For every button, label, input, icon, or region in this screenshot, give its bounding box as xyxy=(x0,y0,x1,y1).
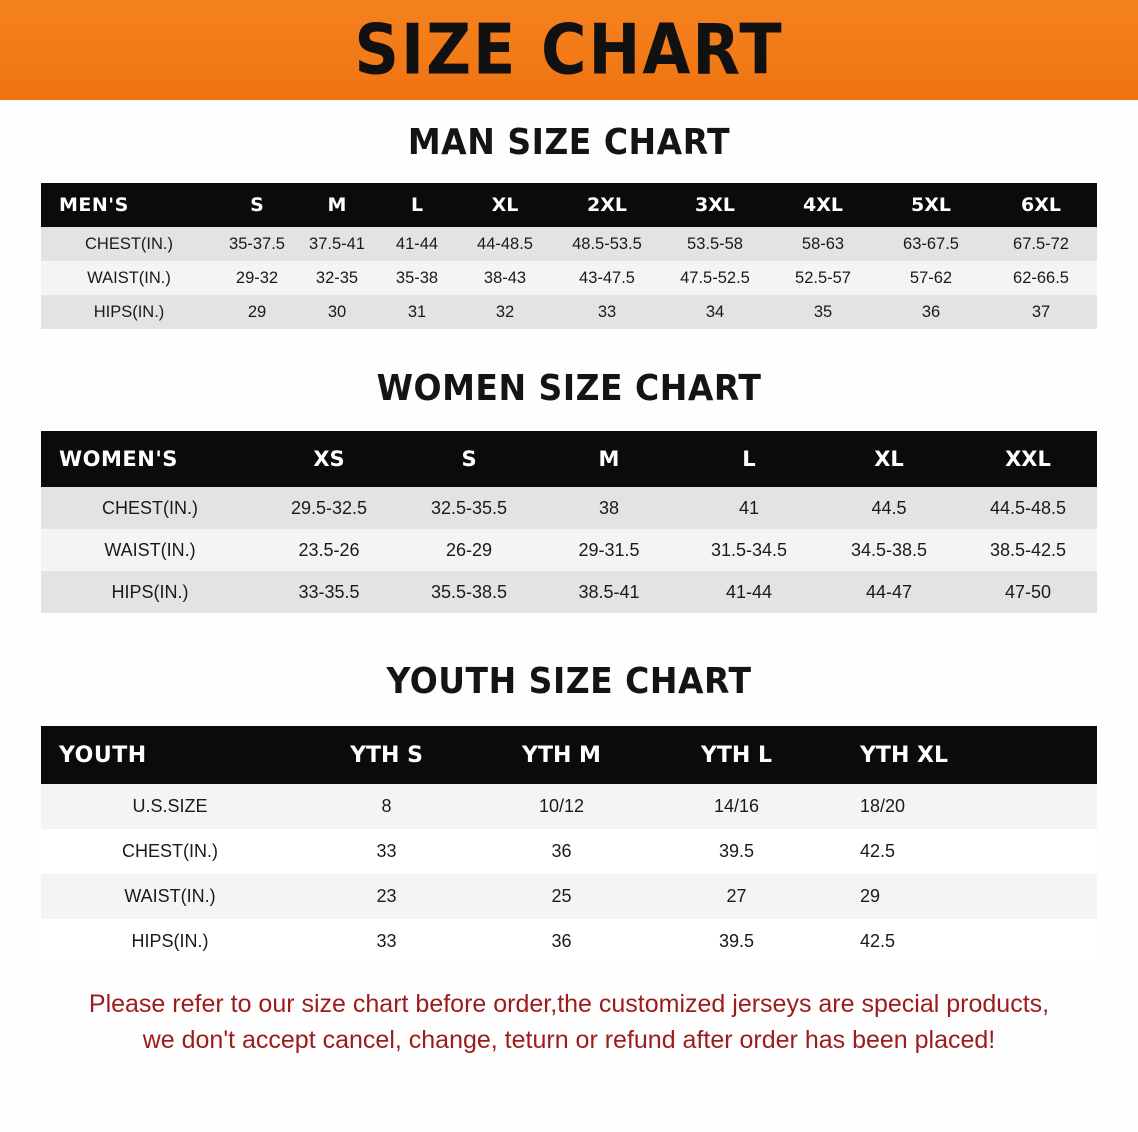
table-row xyxy=(41,227,1097,261)
table-row xyxy=(41,487,1097,529)
women-cell: 44-47 xyxy=(865,581,913,602)
youth-cell: 10/12 xyxy=(538,796,585,816)
men-header-cell: MEN'S xyxy=(59,194,129,216)
youth-header-cell: YTH L xyxy=(700,742,773,768)
women-cell: 47-50 xyxy=(1004,581,1052,602)
youth-cell: 18/20 xyxy=(860,796,906,816)
men-header-cell: 2XL xyxy=(587,194,627,216)
youth-header-cell: YTH S xyxy=(350,742,423,768)
youth-cell: 23 xyxy=(376,886,397,906)
youth-header-cell: YTH XL xyxy=(860,742,948,768)
women-header-cell: S xyxy=(461,447,477,471)
women-section-title: WOMEN SIZE CHART xyxy=(376,366,762,409)
youth-section-title: YOUTH SIZE CHART xyxy=(386,659,752,702)
youth-cell: 36 xyxy=(551,841,572,861)
banner xyxy=(0,0,1138,100)
youth-header-cell: YTH M xyxy=(522,742,601,768)
women-cell: 44.5-48.5 xyxy=(989,497,1067,518)
women-cell: 29.5-32.5 xyxy=(290,497,368,518)
women-cell: 38.5-41 xyxy=(578,581,640,602)
men-cell: 67.5-72 xyxy=(1013,234,1069,253)
men-cell: 30 xyxy=(327,302,347,321)
men-row-label: WAIST(IN.) xyxy=(87,268,171,287)
women-header-cell: L xyxy=(742,447,756,471)
women-row-label: HIPS(IN.) xyxy=(111,581,189,602)
men-cell: 36 xyxy=(921,302,941,321)
women-cell: 35.5-38.5 xyxy=(430,581,508,602)
women-cell: 29-31.5 xyxy=(578,539,640,560)
youth-cell: 33 xyxy=(376,841,397,861)
table-row xyxy=(41,571,1097,613)
table-row xyxy=(41,919,1097,964)
youth-cell: 27 xyxy=(726,886,747,906)
women-cell: 31.5-34.5 xyxy=(710,539,788,560)
men-cell: 35 xyxy=(813,302,833,321)
youth-cell: 39.5 xyxy=(718,931,755,951)
youth-cell: 36 xyxy=(551,931,572,951)
men-cell: 57-62 xyxy=(909,268,953,287)
women-cell: 41-44 xyxy=(725,581,773,602)
youth-cell: 8 xyxy=(381,796,392,816)
men-size-table xyxy=(41,183,1097,329)
youth-cell: 42.5 xyxy=(860,841,896,861)
men-cell: 41-44 xyxy=(395,234,439,253)
men-header-cell: XL xyxy=(491,194,519,216)
men-cell: 52.5-57 xyxy=(795,268,851,287)
men-cell: 62-66.5 xyxy=(1013,268,1069,287)
men-row-label: CHEST(IN.) xyxy=(85,234,173,253)
women-row-label: CHEST(IN.) xyxy=(102,497,198,518)
youth-cell: 14/16 xyxy=(713,796,760,816)
banner-title: SIZE CHART xyxy=(354,8,784,91)
policy-note-line-1: Please refer to our size chart before order,the customized jerseys are special products, xyxy=(88,990,1050,1018)
men-header-cell: M xyxy=(327,194,347,216)
men-row-label: HIPS(IN.) xyxy=(93,302,165,321)
policy-note xyxy=(0,986,1138,1059)
men-cell: 34 xyxy=(705,302,725,321)
men-cell: 35-37.5 xyxy=(229,234,285,253)
men-cell: 53.5-58 xyxy=(687,234,743,253)
youth-table-wrap xyxy=(0,726,1138,964)
men-table-wrap xyxy=(0,183,1138,329)
men-cell: 32-35 xyxy=(315,268,359,287)
youth-row-label: CHEST(IN.) xyxy=(122,841,218,861)
table-row xyxy=(41,829,1097,874)
table-row xyxy=(41,295,1097,329)
men-cell: 63-67.5 xyxy=(903,234,959,253)
men-cell: 31 xyxy=(407,302,427,321)
women-cell: 41 xyxy=(738,497,760,518)
youth-row-label: HIPS(IN.) xyxy=(131,931,209,951)
women-cell: 23.5-26 xyxy=(298,539,360,560)
men-cell: 33 xyxy=(597,302,617,321)
youth-cell: 29 xyxy=(860,886,881,906)
men-cell: 35-38 xyxy=(395,268,439,287)
women-header-cell: M xyxy=(598,447,620,471)
men-cell: 29-32 xyxy=(235,268,279,287)
women-header-cell: XXL xyxy=(1005,447,1051,471)
youth-size-table xyxy=(41,726,1097,964)
women-header-cell: XL xyxy=(874,447,904,471)
table-row xyxy=(41,261,1097,295)
men-header-cell: S xyxy=(250,194,264,216)
women-cell: 33-35.5 xyxy=(298,581,360,602)
youth-header-cell: YOUTH xyxy=(59,742,147,768)
women-row-label: WAIST(IN.) xyxy=(104,539,196,560)
youth-cell: 25 xyxy=(551,886,572,906)
men-cell: 43-47.5 xyxy=(579,268,635,287)
men-cell: 32 xyxy=(495,302,515,321)
men-header-cell: 4XL xyxy=(803,194,843,216)
table-row xyxy=(41,784,1097,829)
women-header-cell: WOMEN'S xyxy=(59,447,178,471)
women-cell: 38.5-42.5 xyxy=(989,539,1067,560)
youth-cell: 42.5 xyxy=(860,931,896,951)
women-cell: 34.5-38.5 xyxy=(850,539,928,560)
men-cell: 37.5-41 xyxy=(309,234,365,253)
women-table-wrap xyxy=(0,431,1138,613)
men-cell: 29 xyxy=(247,302,267,321)
women-size-table xyxy=(41,431,1097,613)
men-cell: 47.5-52.5 xyxy=(680,268,750,287)
youth-row-label: WAIST(IN.) xyxy=(124,886,216,906)
men-cell: 58-63 xyxy=(801,234,845,253)
women-cell: 26-29 xyxy=(445,539,493,560)
men-cell: 37 xyxy=(1031,302,1051,321)
men-section-title: MAN SIZE CHART xyxy=(407,120,731,163)
women-cell: 32.5-35.5 xyxy=(430,497,508,518)
youth-header-row xyxy=(41,726,1097,784)
men-header-cell: 5XL xyxy=(911,194,951,216)
youth-row-label: U.S.SIZE xyxy=(132,796,208,816)
women-header-row xyxy=(41,431,1097,487)
table-row xyxy=(41,529,1097,571)
youth-cell: 39.5 xyxy=(718,841,755,861)
men-cell: 38-43 xyxy=(483,268,527,287)
women-header-cell: XS xyxy=(313,447,345,471)
men-header-row xyxy=(41,183,1097,227)
table-row xyxy=(41,874,1097,919)
men-header-cell: 6XL xyxy=(1021,194,1061,216)
youth-cell: 33 xyxy=(376,931,397,951)
men-header-cell: L xyxy=(410,194,424,216)
women-cell: 38 xyxy=(598,497,620,518)
men-cell: 44-48.5 xyxy=(477,234,533,253)
men-header-cell: 3XL xyxy=(695,194,735,216)
men-cell: 48.5-53.5 xyxy=(572,234,642,253)
policy-note-line-2: we don't accept cancel, change, teturn or refund after order has been placed! xyxy=(142,1026,996,1055)
women-cell: 44.5 xyxy=(871,497,907,518)
